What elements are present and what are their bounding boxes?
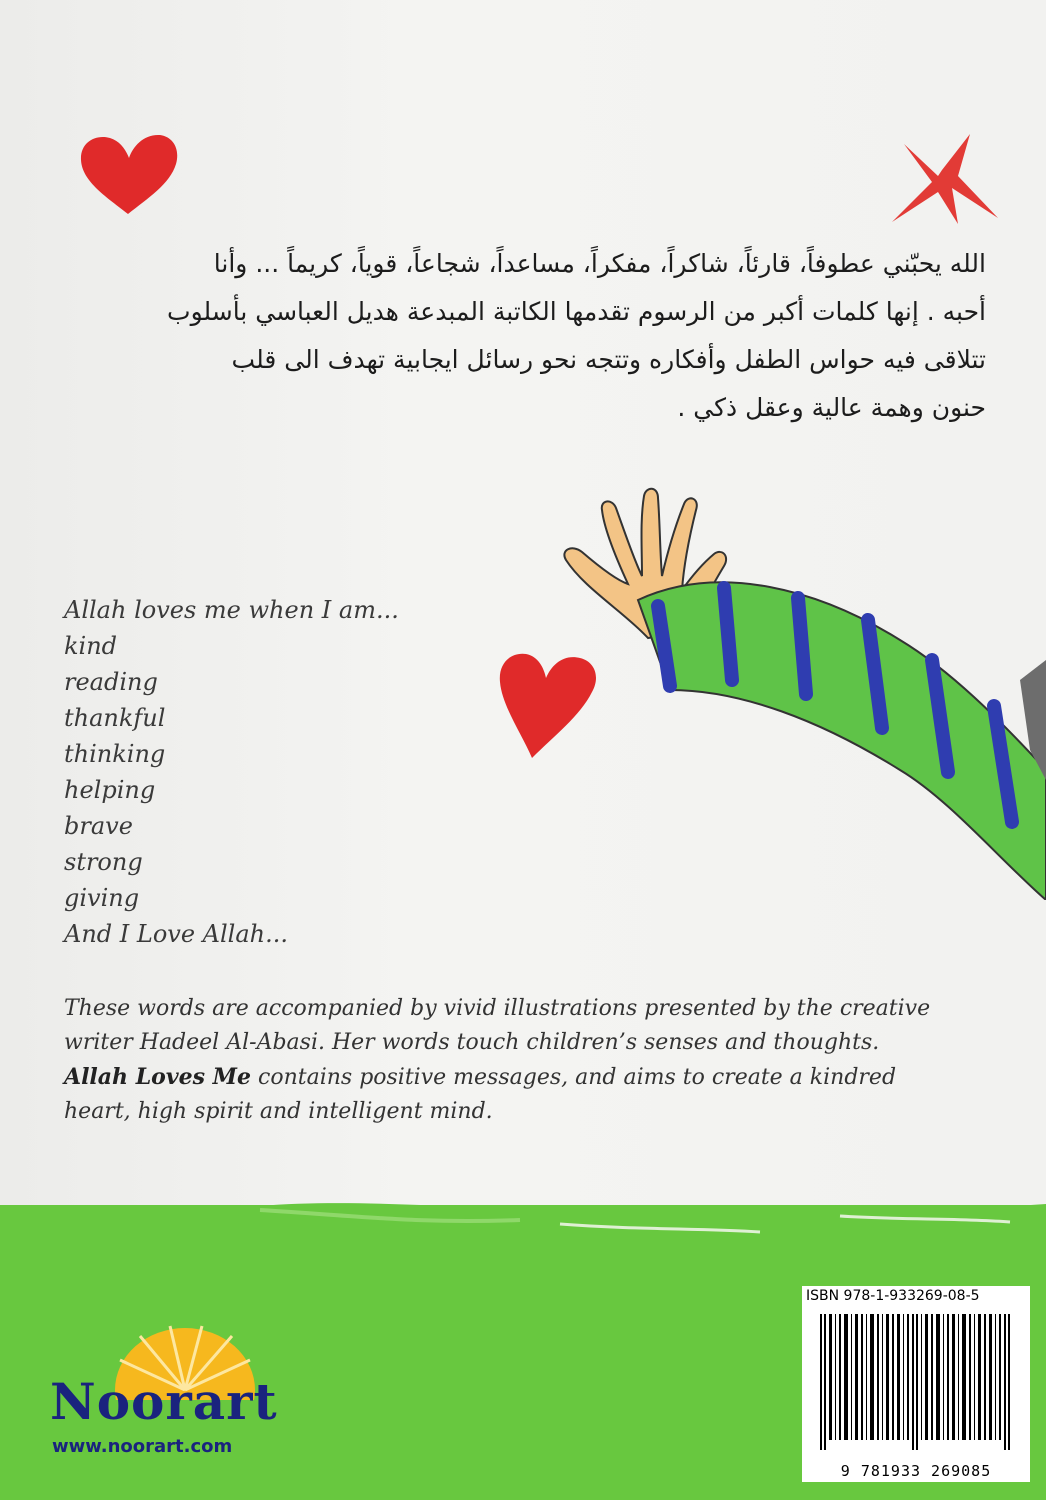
publisher-name: Noorart bbox=[50, 1372, 278, 1431]
heart-icon bbox=[78, 132, 180, 216]
publisher-url[interactable]: www.noorart.com bbox=[52, 1436, 233, 1457]
brush-stroke-edge bbox=[0, 1180, 1046, 1240]
isbn-label: ISBN 978-1-933269-08-5 bbox=[806, 1288, 980, 1304]
paragraph-line bbox=[64, 1060, 1024, 1095]
barcode-bars bbox=[818, 1314, 1014, 1450]
list-intro: Allah loves me when I am... bbox=[64, 596, 399, 624]
list-item: thankful bbox=[64, 704, 166, 732]
arabic-line: حنون وهمة عالية وعقل ذكي . bbox=[677, 393, 986, 422]
list-item: reading bbox=[64, 668, 158, 696]
english-description bbox=[64, 992, 1024, 1129]
list-item: strong bbox=[64, 848, 143, 876]
barcode-block bbox=[802, 1286, 1030, 1482]
list-item: giving bbox=[64, 884, 140, 912]
paragraph-line: heart, high spirit and intelligent mind. bbox=[64, 1099, 493, 1124]
book-title: Allah Loves Me bbox=[64, 1064, 252, 1090]
noorart-logo bbox=[40, 1320, 330, 1460]
sleeve-shape bbox=[638, 582, 1046, 900]
heart-icon bbox=[496, 650, 600, 760]
arabic-line: أحبه . إنها كلمات أكبر من الرسوم تقدمها الكاتبة المبدعة هديل العباسي بأسلوب bbox=[167, 297, 986, 326]
arabic-description bbox=[26, 240, 986, 432]
paragraph-line: These words are accompanied by vivid illustrations presented by the creative bbox=[64, 996, 931, 1021]
list-item: thinking bbox=[64, 740, 166, 768]
list-outro: And I Love Allah... bbox=[64, 920, 289, 948]
list-item: helping bbox=[64, 776, 156, 804]
star-icon bbox=[878, 130, 1002, 230]
barcode-digits: 9 781933 269085 bbox=[840, 1462, 992, 1480]
paragraph-text: contains positive messages, and aims to create a kindred bbox=[251, 1065, 897, 1090]
list-item: brave bbox=[64, 812, 133, 840]
loves-me-list bbox=[64, 592, 399, 952]
list-item: kind bbox=[64, 632, 118, 660]
paragraph-line: writer Hadeel Al-Abasi. Her words touch children’s senses and thoughts. bbox=[64, 1030, 880, 1055]
arabic-line: الله يحبّني عطوفاً، قارئاً، شاكراً، مفكراً، مساعداً، شجاعاً، قوياً، كريماً ... وأنا bbox=[213, 249, 986, 278]
arabic-line: تتلاقى فيه حواس الطفل وأفكاره وتتجه نحو رسائل ايجابية تهدف الى قلب bbox=[231, 345, 986, 374]
